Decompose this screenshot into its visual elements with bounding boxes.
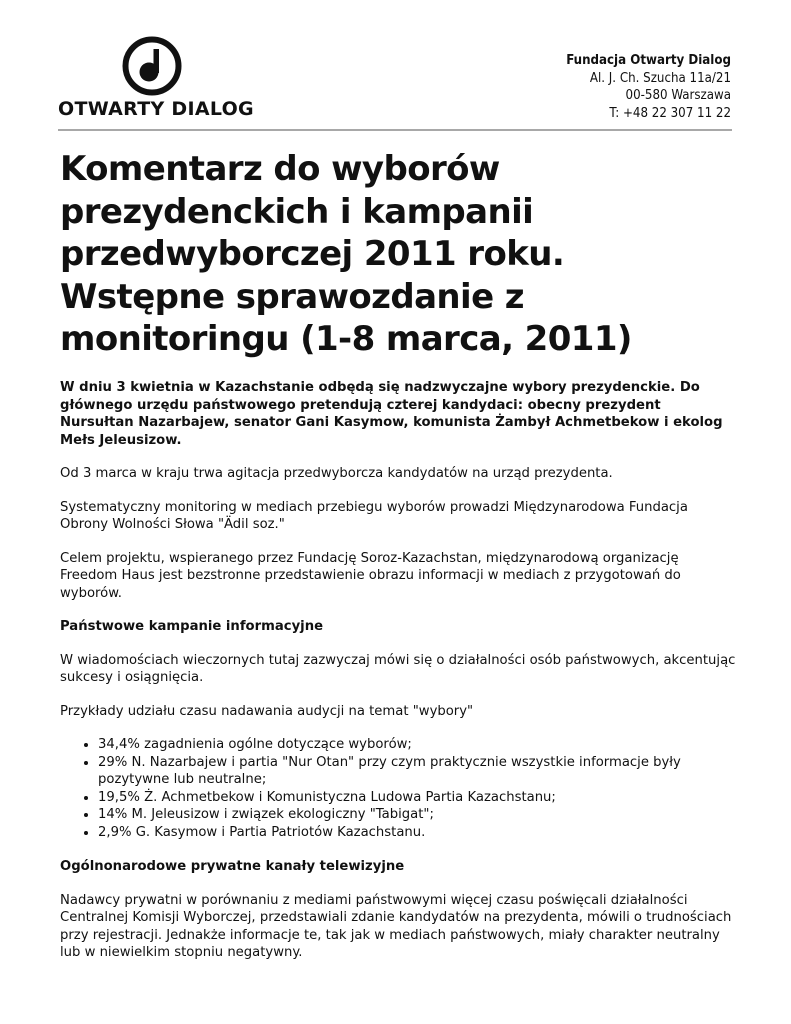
lead-paragraph: W dniu 3 kwietnia w Kazachstanie odbędą się nadzwyczajne wybory prezydenckie. Do głównego urzędu państwowego pretendują czterej kandydaci: obecny prezydent Nursułtan Nazarbajew, senator Gani Kasymow, komunista Żambył Achmetbekow i ekolog Mełs Jeleusizow. [60, 380, 723, 448]
organization-address [566, 52, 731, 122]
list-item: • 2,9% G. Kasymow i Partia Patriotów Kazachstanu. [98, 824, 736, 842]
organization-name: Fundacja Otwarty Dialog [566, 53, 731, 68]
header-divider [58, 129, 732, 131]
section-heading-private-channels: Ogólnonarodowe prywatne kanały telewizyjne [60, 859, 405, 874]
airtime-list [60, 736, 736, 841]
list-item: • 29% N. Nazarbajew i partia "Nur Otan" przy czym praktycznie wszystkie informacje były pozytywne lub neutralne; [98, 754, 736, 789]
paragraph-campaign-start: Od 3 marca w kraju trwa agitacja przedwyborcza kandydatów na urząd prezydenta. [60, 466, 613, 481]
address-phone: T: +48 22 307 11 22 [609, 105, 731, 121]
document-body [60, 379, 736, 978]
document-title: Komentarz do wyborów prezydenckich i kampanii przedwyborczej 2011 roku. Wstępne sprawozdanie z monitoringu (1-8 marca, 2011) [60, 149, 632, 359]
paragraph-evening-news: W wiadomościach wieczornych tutaj zazwyczaj mówi się o działalności osób państwowych, akcentując sukcesy i osiągnięcia. [60, 652, 736, 685]
address-street: Al. J. Ch. Szucha 11a/21 [589, 70, 731, 86]
paragraph-private-broadcasters: Nadawcy prywatni w porównaniu z mediami państwowymi więcej czasu poświęcali działalności Centralnej Komisji Wyborczej, przedstawiali zdanie kandydatów na prezydenta, mówili o trudnościach przy rejestracji. Jednakże informacje te, tak jak w mediach państwowych, miały charakter neutralny lub w niewielkim stopniu negatywny. [60, 892, 732, 960]
otwarty-dialog-logo [58, 36, 254, 122]
list-item: • 34,4% zagadnienia ogólne dotyczące wyborów; [98, 736, 736, 754]
logo-wordmark: OTWARTY DIALOG [58, 98, 254, 120]
paragraph-project-goal: Celem projektu, wspieranego przez Fundację Soroz-Kazachstan, międzynarodową organizację Freedom Haus jest bezstronne przedstawienie obrazu informacji w mediach z przygotowań do wyborów. [60, 550, 681, 601]
list-item: • 14% M. Jeleusizow i związek ekologiczny "Tabigat"; [98, 806, 736, 824]
dialog-logo-icon [122, 36, 182, 96]
address-city: 00-580 Warszawa [625, 88, 731, 103]
section-heading-state-campaigns: Państwowe kampanie informacyjne [60, 619, 324, 634]
paragraph-monitoring: Systematyczny monitoring w mediach przebiegu wyborów prowadzi Międzynarodowa Fundacja Obrony Wolności Słowa "Ädil soz." [60, 499, 688, 532]
list-item: • 19,5% Ż. Achmetbekow i Komunistyczna Ludowa Partia Kazachstanu; [98, 789, 736, 807]
paragraph-airtime-examples: Przykłady udziału czasu nadawania audycji na temat "wybory" [60, 703, 474, 719]
